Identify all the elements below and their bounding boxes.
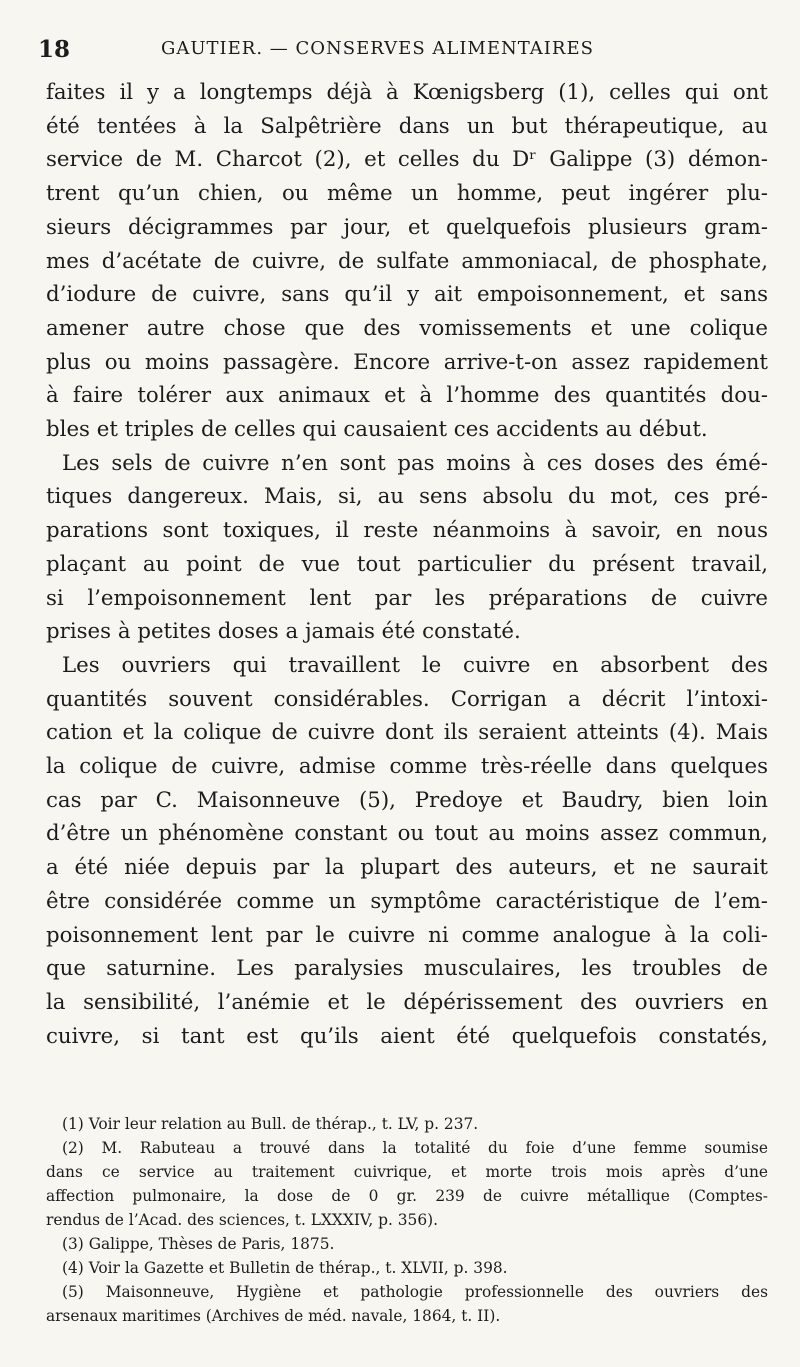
- text-line: sieurs décigrammes par jour, et quelquefois plusieurs gram-: [46, 214, 768, 240]
- text-line: service de M. Charcot (2), et celles du Dʳ Galippe (3) démon-: [46, 147, 768, 173]
- footnote-line: rendus de l’Acad. des sciences, t. LXXXIV, p. 356).: [46, 1211, 439, 1229]
- text-line: parations sont toxiques, il reste néanmoins à savoir, en nous: [46, 518, 768, 544]
- text-line: cuivre, si tant est qu’ils aient été quelquefois constatés,: [46, 1023, 768, 1049]
- text-line: a été niée depuis par la plupart des auteurs, et ne saurait: [46, 855, 768, 881]
- text-line: que saturnine. Les paralysies musculaires, les troubles de: [46, 956, 768, 982]
- page-number: 18: [38, 36, 71, 63]
- text-line: la colique de cuivre, admise comme très-réelle dans quelques: [46, 754, 768, 780]
- footnote-line: (5) Maisonneuve, Hygiène et pathologie professionnelle des ouvriers des: [62, 1283, 768, 1301]
- text-line: la sensibilité, l’anémie et le dépérissement des ouvriers en: [46, 989, 768, 1015]
- text-line: si l’empoisonnement lent par les préparations de cuivre: [46, 585, 768, 611]
- footnote-line: (2) M. Rabuteau a trouvé dans la totalité du foie d’une femme soumise: [62, 1139, 768, 1157]
- text-line: à faire tolérer aux animaux et à l’homme des quantités dou-: [46, 383, 768, 409]
- text-line: cation et la colique de cuivre dont ils seraient atteints (4). Mais: [46, 720, 768, 746]
- text-line: plus ou moins passagère. Encore arrive-t-on assez rapidement: [46, 349, 768, 375]
- text-line: être considérée comme un symptôme caractéristique de l’em-: [46, 888, 768, 914]
- text-line: mes d’acétate de cuivre, de sulfate ammoniacal, de phosphate,: [46, 248, 768, 274]
- text-line: été tentées à la Salpêtrière dans un but thérapeutique, au: [46, 113, 768, 139]
- text-line: plaçant au point de vue tout particulier du présent travail,: [46, 551, 768, 577]
- paragraph-3: [46, 649, 768, 1053]
- text-line: d’être un phénomène constant ou tout au moins assez commun,: [46, 821, 768, 847]
- text-line: Les ouvriers qui travaillent le cuivre en absorbent des: [62, 652, 768, 678]
- body-text: [46, 76, 768, 1053]
- footnote-line: (4) Voir la Gazette et Bulletin de thérap., t. XLVII, p. 398.: [62, 1259, 508, 1277]
- paragraph-2: [46, 447, 768, 649]
- text-line: tiques dangereux. Mais, si, au sens absolu du mot, ces pré-: [46, 484, 768, 510]
- running-head: GAUTIER. — CONSERVES ALIMENTAIRES: [161, 38, 594, 59]
- text-line: faites il y a longtemps déjà à Kœnigsberg (1), celles qui ont: [46, 80, 768, 105]
- paragraph-1: [46, 76, 768, 447]
- footnote-line: dans ce service au traitement cuivrique, et morte trois mois après d’une: [46, 1163, 768, 1181]
- text-line: poisonnement lent par le cuivre ni comme analogue à la coli-: [46, 922, 768, 948]
- text-line: bles et triples de celles qui causaient ces accidents au début.: [46, 417, 708, 443]
- text-line: trent qu’un chien, ou même un homme, peut ingérer plu-: [46, 181, 768, 207]
- text-line: cas par C. Maisonneuve (5), Predoye et Baudry, bien loin: [46, 787, 768, 813]
- text-line: Les sels de cuivre n’en sont pas moins à ces doses des émé-: [62, 450, 768, 476]
- text-line: prises à petites doses a jamais été constaté.: [46, 619, 521, 645]
- footnote-line: (1) Voir leur relation au Bull. de thérap., t. LV, p. 237.: [62, 1115, 479, 1133]
- footnote-line: arsenaux maritimes (Archives de méd. navale, 1864, t. II).: [46, 1307, 501, 1325]
- page-header: [38, 36, 768, 66]
- text-line: d’iodure de cuivre, sans qu’il y ait empoisonnement, et sans: [46, 282, 768, 308]
- text-line: quantités souvent considérables. Corrigan a décrit l’intoxi-: [46, 686, 768, 712]
- text-line: amener autre chose que des vomissements et une colique: [46, 315, 768, 341]
- footnote-line: affection pulmonaire, la dose de 0 gr. 239 de cuivre métallique (Comptes-: [46, 1187, 768, 1205]
- footnotes: [46, 1112, 768, 1328]
- footnote-line: (3) Galippe, Thèses de Paris, 1875.: [62, 1235, 335, 1253]
